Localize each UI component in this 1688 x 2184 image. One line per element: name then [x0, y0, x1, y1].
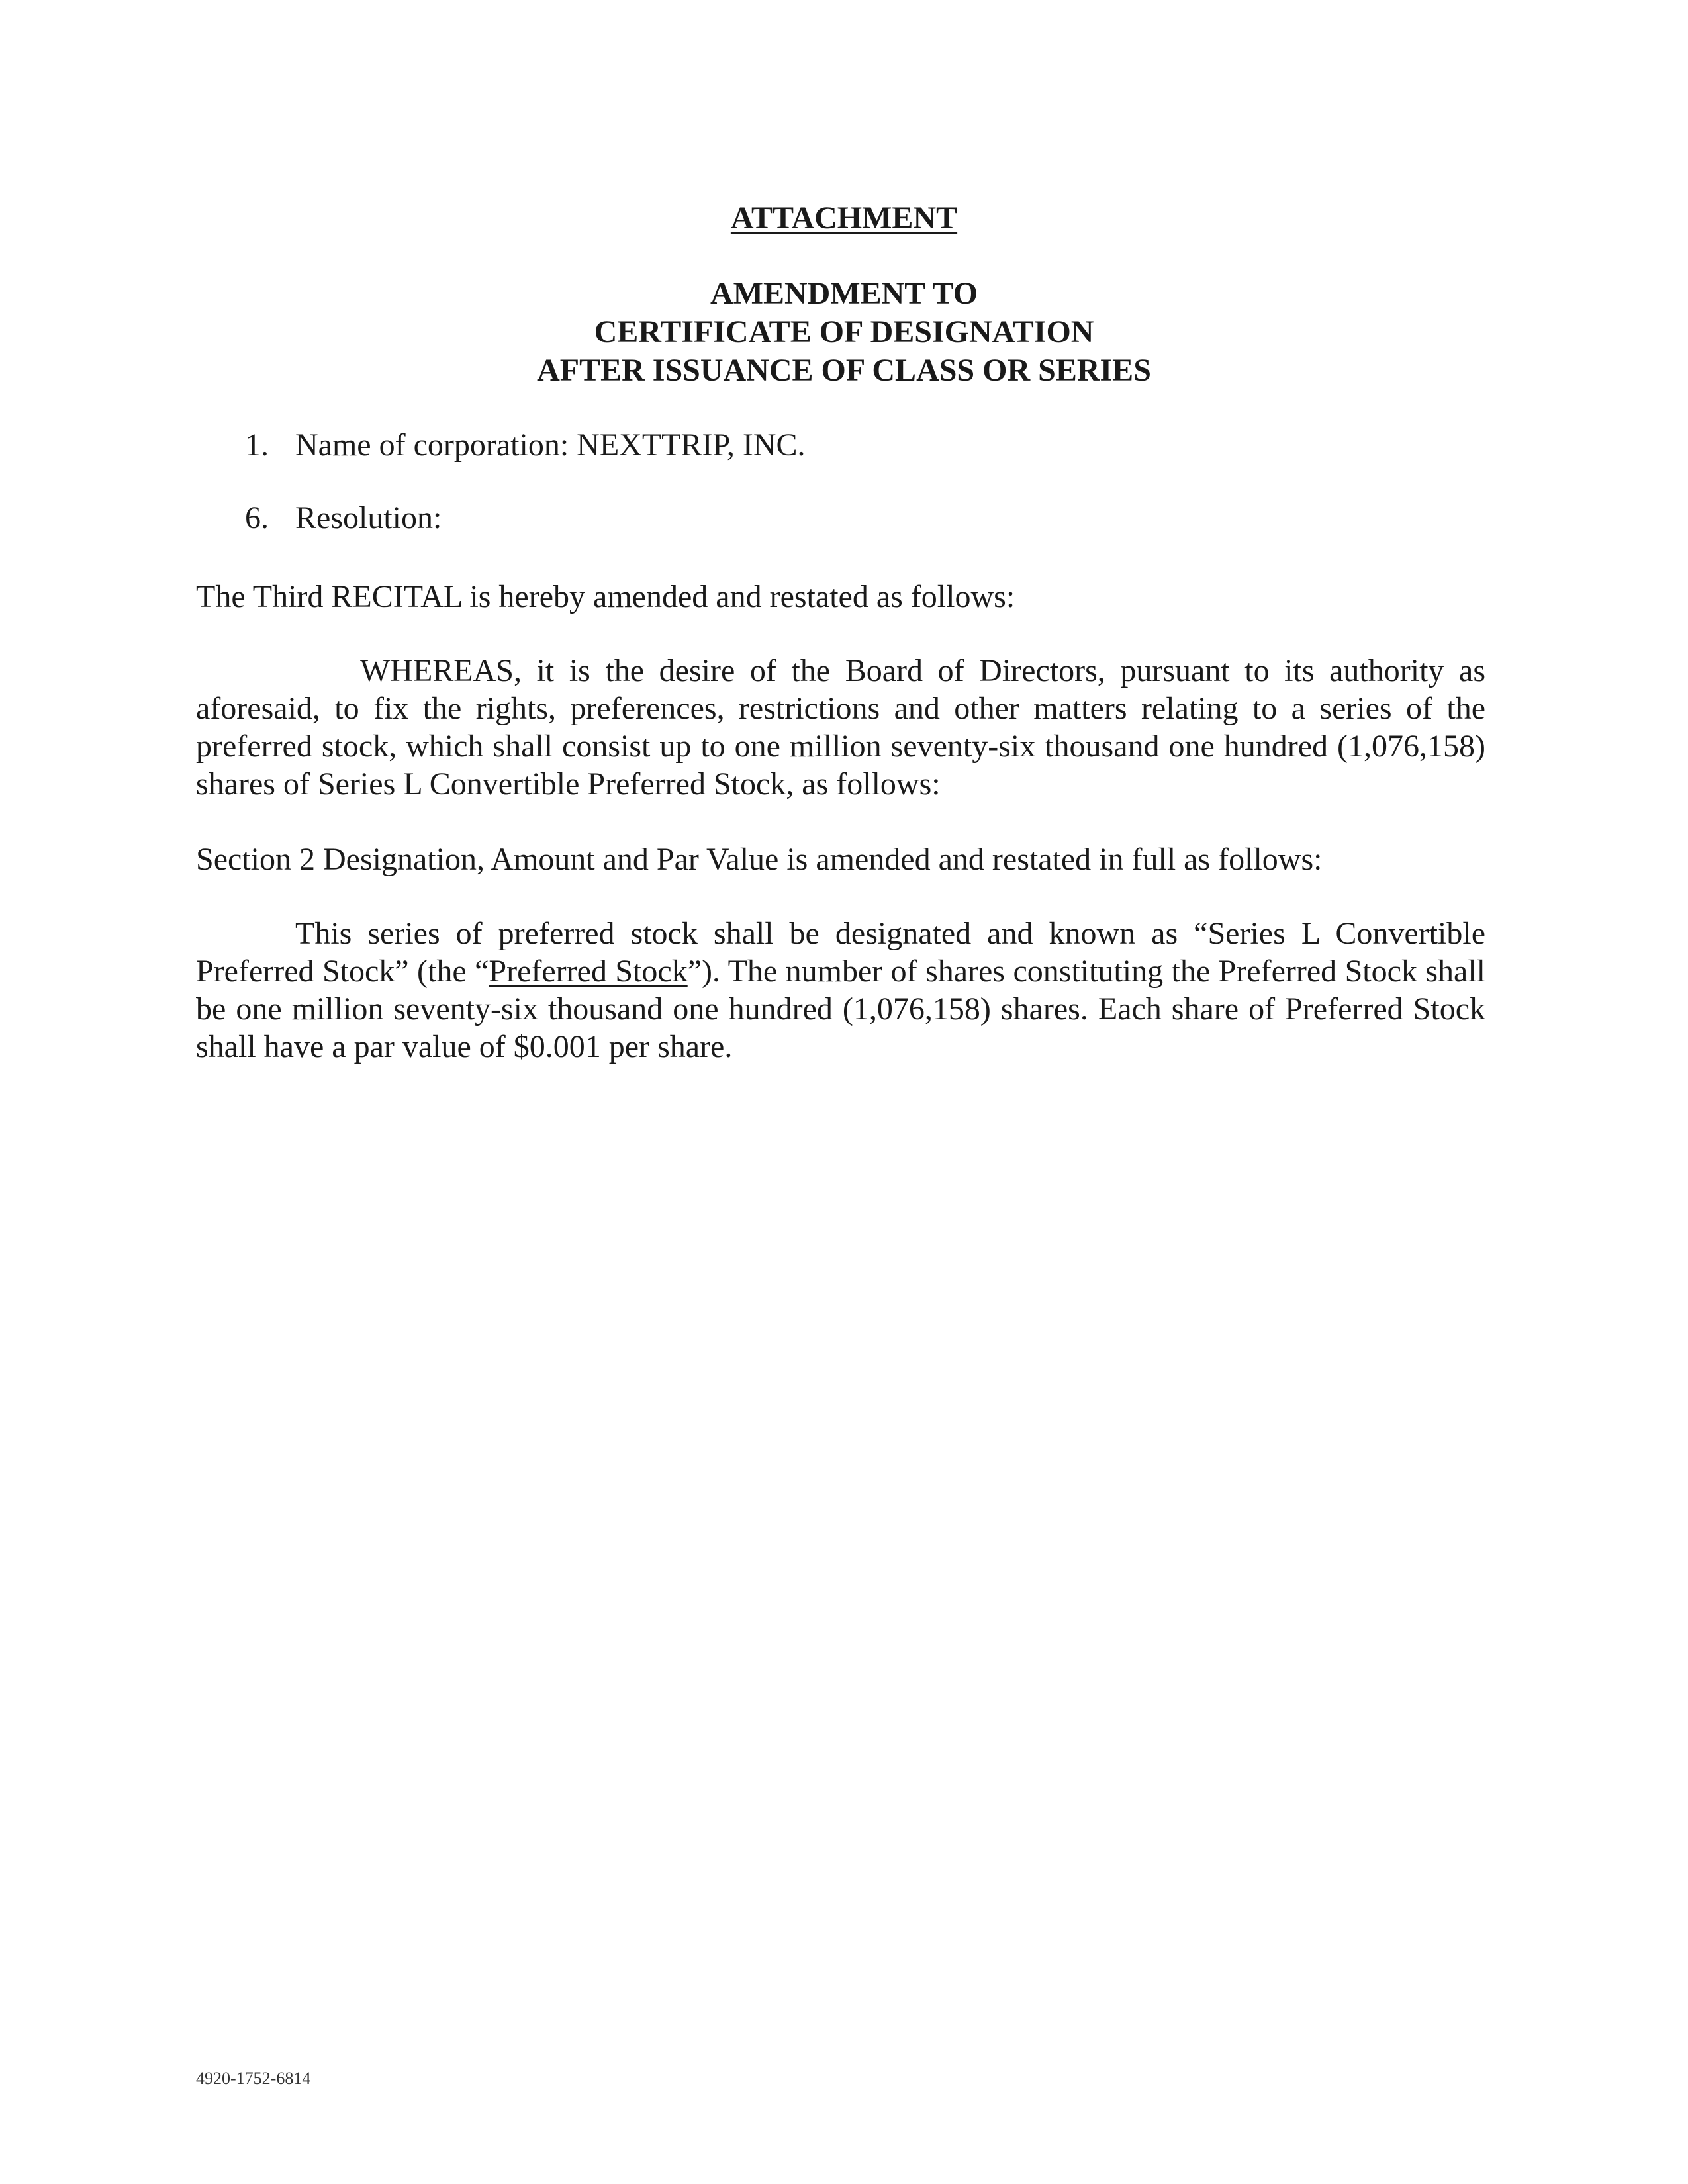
title-line-3: AFTER ISSUANCE OF CLASS OR SERIES: [537, 353, 1151, 388]
section-intro: Section 2 Designation, Amount and Par Value is amended and restated in full as follows:: [196, 842, 1323, 877]
designation-text-part1: This series of preferred stock shall be designated and known as “Series L Convertible Preferred Stock” (the “: [196, 916, 1485, 989]
item-text: Resolution:: [295, 500, 442, 535]
title-line-1: AMENDMENT TO: [710, 276, 978, 311]
document-code: 4920-1752-6814: [196, 2069, 311, 2088]
designation-paragraph: [196, 915, 1485, 1066]
defined-term-preferred-stock: Preferred Stock: [489, 954, 688, 989]
designation-text-part2: ”). The number of shares constituting the Preferred Stock shall be one million seventy-six thousand one hundred (1,076,158) shares. Each share of Preferred Stock shall have a par value of $0.001 per share.: [196, 954, 1486, 1064]
item-number: 6.: [245, 500, 269, 535]
item-text: Name of corporation: NEXTTRIP, INC.: [295, 428, 806, 463]
document-title: [0, 275, 1688, 390]
whereas-paragraph: WHEREAS, it is the desire of the Board of Directors, pursuant to its authority as aforesaid, to fix the rights, preferences, restrictions and other matters relating to a series of the preferred stock, which shall consist up to one million seventy-six thousand one hundred (1,076,158) shares of Series L Convertible Preferred Stock, as follows:: [196, 653, 1485, 801]
recital-intro: The Third RECITAL is hereby amended and restated as follows:: [196, 579, 1015, 614]
attachment-title: ATTACHMENT: [730, 201, 958, 236]
title-line-2: CERTIFICATE OF DESIGNATION: [594, 314, 1094, 349]
item-corporation-name: [245, 426, 806, 465]
item-resolution: [245, 498, 442, 538]
item-number: 1.: [245, 428, 269, 463]
